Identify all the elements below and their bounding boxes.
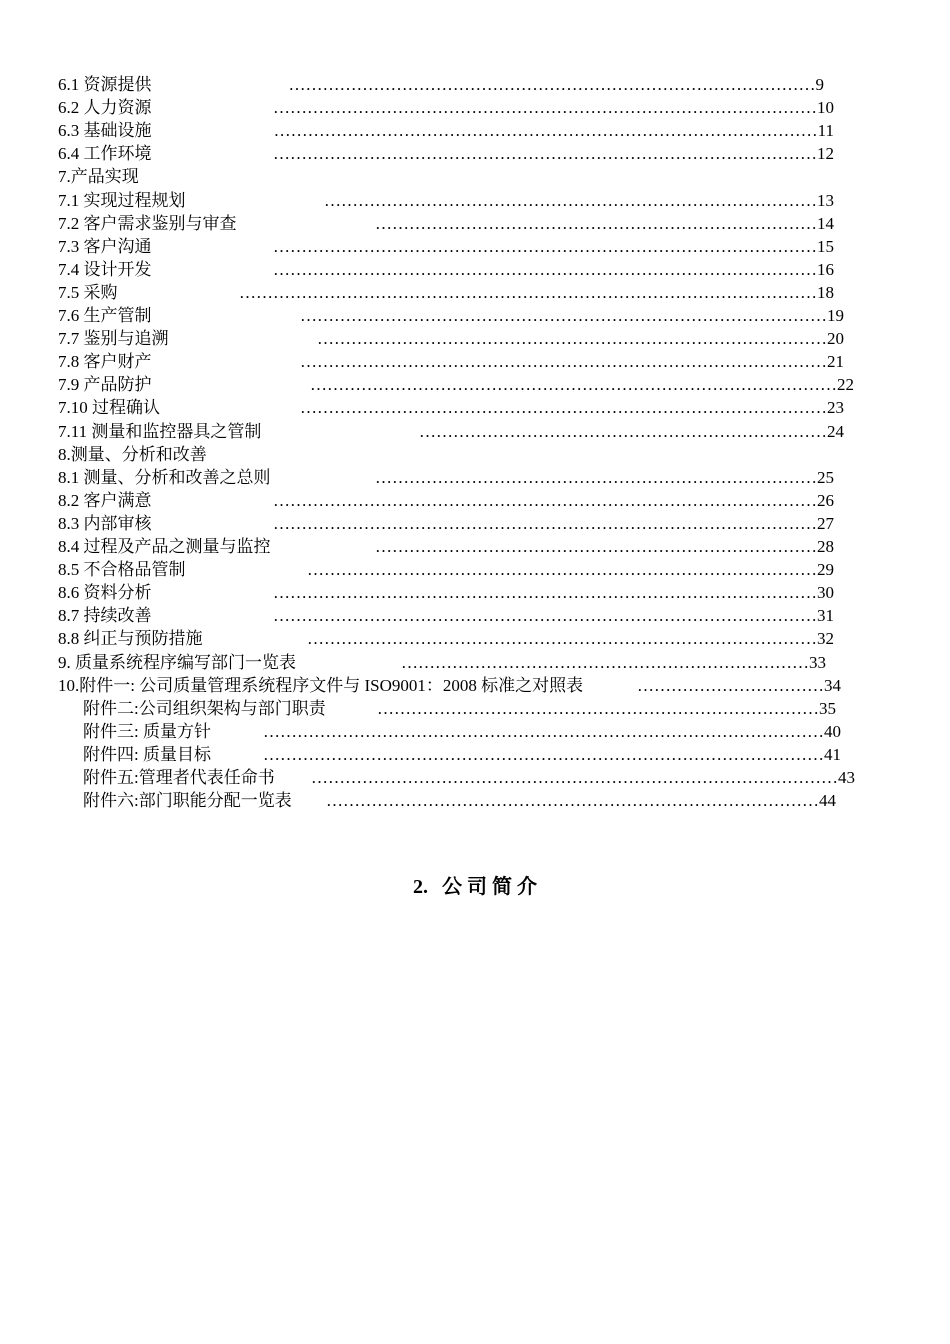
toc-entry-page xyxy=(273,604,834,627)
toc-leader-dots: …………………………………………………………………………… xyxy=(324,190,817,210)
toc-leader-dots: …………………………………………………………………………………… xyxy=(273,490,817,510)
toc-entry xyxy=(83,789,836,812)
toc-entry-page xyxy=(263,743,841,766)
toc-leader-dots: …………………………………………………………………………………… xyxy=(273,513,817,533)
toc-entry xyxy=(58,489,834,512)
toc-entry-title: 7.7 鉴别与追溯 xyxy=(58,329,169,349)
toc-entry-page xyxy=(289,73,825,96)
toc-page-number: 10 xyxy=(817,98,834,118)
toc-entry-title: 8.2 客户满意 xyxy=(58,490,152,510)
toc-page-number: 43 xyxy=(838,768,855,787)
toc-leader-dots: …………………………… xyxy=(637,675,824,695)
toc-entry-title: 附件二:公司组织架构与部门职责 xyxy=(83,698,326,718)
toc-leader-dots: ……………………………………………………………………………… xyxy=(317,329,827,349)
toc-entry xyxy=(58,466,834,489)
toc-entry-page xyxy=(273,489,834,512)
toc-leader-dots: ………………………………………………………………………………… xyxy=(288,75,816,94)
toc-page-number: 35 xyxy=(819,698,836,718)
toc-page-number: 29 xyxy=(817,560,834,580)
toc-leader-dots: …………………………………………………………………………………… xyxy=(273,259,817,279)
toc-page-number: 13 xyxy=(817,190,834,210)
toc-entry xyxy=(58,558,834,581)
toc-entry xyxy=(58,327,844,350)
toc-entry-title: 7.1 实现过程规划 xyxy=(58,190,186,210)
section-heading xyxy=(0,870,950,899)
toc-leader-dots: …………………………………………………………………………………… xyxy=(273,583,817,603)
toc-entry xyxy=(58,281,834,304)
toc-entry-title: 7.11 测量和监控器具之管制 xyxy=(58,421,262,441)
toc-page-number: 12 xyxy=(817,144,834,164)
toc-leader-dots: …………………………………………………………………………………… xyxy=(273,236,817,256)
toc-entry-page xyxy=(307,558,834,581)
toc-entry-page xyxy=(239,281,834,304)
toc-leader-dots: ……………………………………………………………………………………… xyxy=(263,744,824,764)
toc-entry-page xyxy=(375,212,834,235)
toc-entry xyxy=(58,73,824,96)
toc-entry xyxy=(58,304,844,327)
toc-entry xyxy=(58,373,854,396)
toc-entry xyxy=(58,212,834,235)
toc-leader-dots: ………………………………………………………………………………… xyxy=(310,375,837,395)
toc-leader-dots: ……………………………………………………………… xyxy=(419,421,827,441)
toc-page-number: 16 xyxy=(817,259,834,279)
toc-leader-dots: …………………………………………………………………………… xyxy=(326,791,819,811)
toc-entry xyxy=(58,258,834,281)
toc-page-number: 22 xyxy=(837,375,854,395)
toc-leader-dots: ……………………………………………………………………………… xyxy=(307,560,817,580)
toc-entry-title: 7.6 生产管制 xyxy=(58,306,152,325)
toc-entry-page xyxy=(637,674,841,697)
toc-entry-title: 6.1 资源提供 xyxy=(58,75,152,94)
toc-entry-title: 6.4 工作环境 xyxy=(58,144,152,164)
toc-page-number: 9 xyxy=(815,75,824,94)
toc-leader-dots: …………………………………………………………………………………… xyxy=(273,98,817,118)
toc-page-number: 27 xyxy=(817,513,834,533)
toc-entry-page xyxy=(375,466,834,489)
toc-entry-title: 8.7 持续改善 xyxy=(58,606,152,626)
toc-entry-title: 10.附件一: 公司质量管理系统程序文件与 ISO9001：2008 标准之对照表 xyxy=(58,675,584,695)
toc-entry-page xyxy=(326,789,836,812)
toc-entry-title: 7.5 采购 xyxy=(58,282,118,302)
toc-entry xyxy=(58,235,834,258)
toc-entry xyxy=(58,189,834,212)
toc-leader-dots: …………………………………………………………………………………… xyxy=(273,606,817,626)
toc-entry-title: 7.9 产品防护 xyxy=(58,375,152,395)
toc-entry-page xyxy=(273,142,834,165)
toc-entry-title: 8.6 资料分析 xyxy=(58,583,152,603)
toc-leader-dots: …………………………………………………………………………………… xyxy=(273,144,817,164)
toc-entry xyxy=(58,142,834,165)
toc-page-number: 33 xyxy=(809,652,826,672)
toc-page-number: 30 xyxy=(817,583,834,603)
toc-entry-page xyxy=(311,766,855,789)
toc-entry-page xyxy=(273,581,834,604)
toc-entry-title: 7.10 过程确认 xyxy=(58,398,160,418)
toc-entry-title: 7.产品实现 xyxy=(58,167,139,187)
toc-entry-title: 附件四: 质量目标 xyxy=(83,744,211,764)
toc-entry xyxy=(58,119,834,142)
toc-page-number: 41 xyxy=(824,744,841,764)
toc-page-number: 31 xyxy=(817,606,834,626)
toc-entry-page xyxy=(274,119,834,142)
toc-entry-title: 附件六:部门职能分配一览表 xyxy=(83,791,292,811)
toc-page-number: 15 xyxy=(817,236,834,256)
toc-entry xyxy=(58,627,834,650)
toc-entry-page xyxy=(317,327,844,350)
toc-entry xyxy=(58,165,850,188)
toc-page-number: 24 xyxy=(827,421,844,441)
toc-entry-page xyxy=(310,373,854,396)
toc-entry xyxy=(83,720,841,743)
toc-entry xyxy=(58,674,841,697)
toc-entry-page xyxy=(401,651,826,674)
toc-entry-page xyxy=(375,535,834,558)
toc-entry-title: 附件三: 质量方针 xyxy=(83,721,211,741)
toc-page-number: 21 xyxy=(827,352,844,372)
toc-entry-page xyxy=(300,396,844,419)
toc-entry-title: 8.8 纠正与预防措施 xyxy=(58,629,203,649)
toc-leader-dots: ………………………………………………………………………………… xyxy=(300,306,827,325)
toc-entry-page xyxy=(263,720,841,743)
toc-entry xyxy=(58,581,834,604)
toc-leader-dots: ………………………………………………………………………………………… xyxy=(239,282,817,302)
toc-entry-title: 6.2 人力资源 xyxy=(58,98,152,118)
toc-page-number: 44 xyxy=(819,791,836,811)
toc-entry xyxy=(58,535,834,558)
toc-entry-page xyxy=(324,189,834,212)
toc-page-number: 28 xyxy=(817,537,834,556)
toc-entry-title: 8.1 测量、分析和改善之总则 xyxy=(58,467,271,487)
toc-entry xyxy=(83,697,836,720)
toc-entry-title: 8.4 过程及产品之测量与监控 xyxy=(58,537,271,556)
toc-entry-title: 9. 质量系统程序编写部门一览表 xyxy=(58,652,296,672)
toc-entry-title: 7.8 客户财产 xyxy=(58,352,152,372)
toc-entry-title: 6.3 基础设施 xyxy=(58,121,152,141)
toc-entry-page xyxy=(300,350,844,373)
toc-leader-dots: ………………………………………………………………………………… xyxy=(311,768,838,787)
toc-page-number: 23 xyxy=(827,398,844,418)
toc-entry-page xyxy=(273,258,834,281)
toc-entry-title: 8.测量、分析和改善 xyxy=(58,444,207,464)
toc-entry-title: 8.3 内部审核 xyxy=(58,513,152,533)
toc-page-number: 20 xyxy=(827,329,844,349)
toc-leader-dots: …………………………………………………………………… xyxy=(377,698,819,718)
toc-entry-title: 8.5 不合格品管制 xyxy=(58,560,186,580)
toc-entry xyxy=(58,396,844,419)
toc-leader-dots: ……………………………………………………………………………………… xyxy=(263,721,824,741)
toc-page-number: 32 xyxy=(817,629,834,649)
toc-leader-dots: ……………………………………………………………………………… xyxy=(307,629,817,649)
toc-entry xyxy=(58,350,844,373)
toc-entry-title: 附件五:管理者代表任命书 xyxy=(83,768,275,787)
toc-entry-page xyxy=(273,96,834,119)
toc-page-number: 26 xyxy=(817,490,834,510)
toc-page-number: 18 xyxy=(817,282,834,302)
toc-entry-page xyxy=(307,627,834,650)
toc-entry-page xyxy=(300,304,844,327)
toc-leader-dots: …………………………………………………………………… xyxy=(375,537,817,556)
toc-page-number: 14 xyxy=(817,213,834,233)
toc-entry xyxy=(58,420,844,443)
toc-page-number: 40 xyxy=(824,721,841,741)
toc-page-number: 34 xyxy=(824,675,841,695)
section-title: 公 司 简 介 xyxy=(442,876,537,898)
section-number: 2. xyxy=(413,876,428,898)
toc-entry xyxy=(83,743,841,766)
toc-entry xyxy=(58,443,850,466)
toc-entry-page xyxy=(273,235,834,258)
toc-entry xyxy=(58,604,834,627)
toc-entry-title: 7.4 设计开发 xyxy=(58,259,152,279)
toc-leader-dots: …………………………………………………………………………………… xyxy=(273,121,818,141)
toc-entry xyxy=(58,651,826,674)
toc-entry xyxy=(58,96,834,119)
toc-entry-title: 7.2 客户需求鉴别与审查 xyxy=(58,213,237,233)
toc-entry-page xyxy=(273,512,834,535)
toc-page-number: 25 xyxy=(817,467,834,487)
toc-page-number: 19 xyxy=(827,306,844,325)
toc-entry xyxy=(83,766,855,789)
toc-entry-page xyxy=(377,697,836,720)
toc-entry-title: 7.3 客户沟通 xyxy=(58,236,152,256)
toc-leader-dots: ……………………………………………………………… xyxy=(401,652,809,672)
toc-leader-dots: …………………………………………………………………… xyxy=(375,213,817,233)
toc-entry xyxy=(58,512,834,535)
toc-leader-dots: ………………………………………………………………………………… xyxy=(300,398,827,418)
toc-leader-dots: ………………………………………………………………………………… xyxy=(300,352,827,372)
toc-leader-dots: …………………………………………………………………… xyxy=(375,467,817,487)
toc-page-number: 11 xyxy=(817,121,834,141)
toc-entry-page xyxy=(419,420,844,443)
